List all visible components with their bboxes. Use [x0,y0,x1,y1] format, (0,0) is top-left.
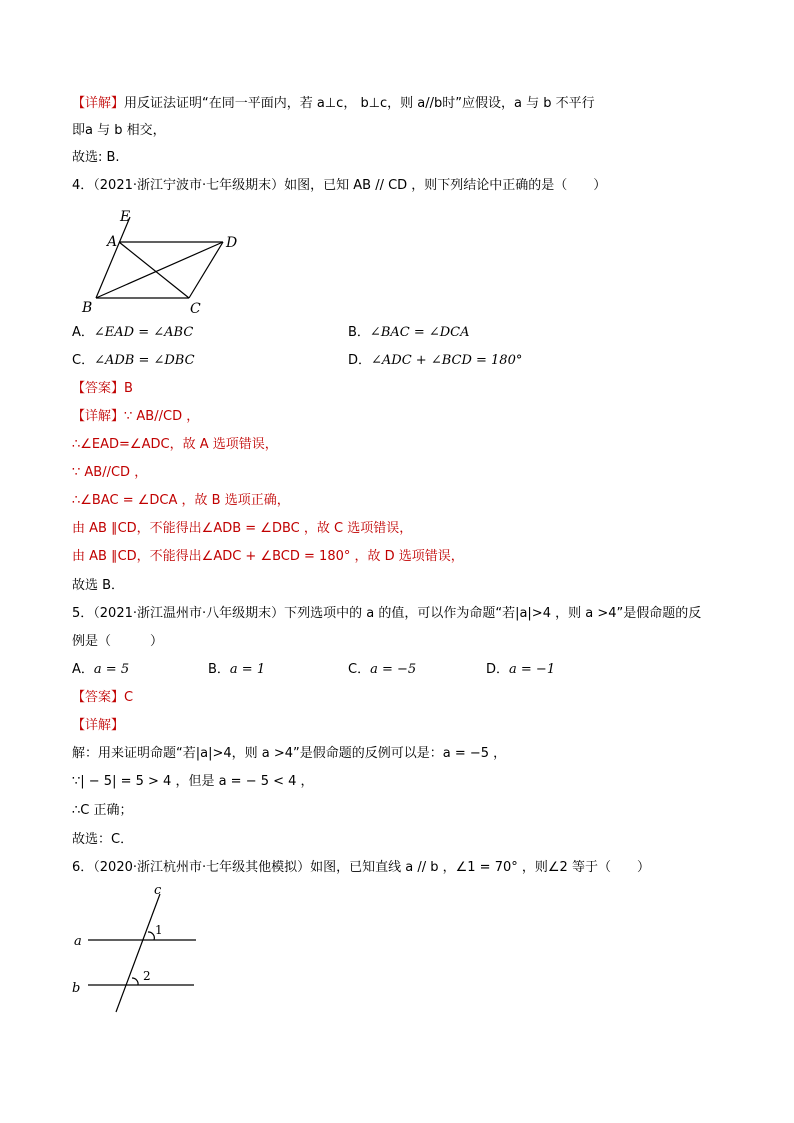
q3-choose: 故选: B. [72,150,120,165]
q4-option-b-text: ∠BAC = ∠DCA [369,325,470,340]
q4-option-b-label: B． [348,325,370,340]
q6-label-c: c [154,883,162,898]
q4-option-b [348,323,470,343]
q4-diagonal-ac [119,242,189,298]
q5-option-c-text: a = −5 [370,662,417,677]
q4-segment-cd [189,242,223,298]
q4-detail-l4: ∴∠BAC = ∠DCA ，故 B 选项正确， [72,493,290,508]
q4-option-c [72,351,195,371]
q5-option-a [72,660,129,680]
q4-label-e: E [120,209,131,225]
q4-option-d-label: D． [348,353,372,368]
q4-option-a-label: A． [72,325,94,340]
q4-label-c: C [190,301,201,317]
q6-line-c [116,894,160,1012]
q5-option-b [208,660,265,680]
q6-label-angle-1: 1 [155,923,163,937]
q5-answer-value: C [124,690,134,705]
q5-option-d-text: a = −1 [509,662,556,677]
q5-option-c-label: C． [348,662,371,677]
q5-option-b-text: a = 1 [229,662,266,677]
q4-detail-l1-text: ∵ AB//CD ， [124,409,200,424]
q5-option-d [486,660,555,680]
q4-option-a-text: ∠EAD = ∠ABC [93,325,194,340]
q4-detail-l1 [72,407,199,427]
q4-detail-l5: 由 AB ∥CD，不能得出∠ADB = ∠DBC ，故 C 选项错误， [72,521,413,536]
q5-stem-l2: 例是（ ） [72,634,164,649]
q6-label-a: a [74,934,82,949]
q4-detail-l6: 由 AB ∥CD，不能得出∠ADC + ∠BCD = 180° ，故 D 选项错误， [72,549,464,564]
q5-detail-l2: ∵| − 5| = 5 > 4 ，但是 a = − 5 < 4 ， [72,774,314,789]
q4-detail-l3: ∵ AB//CD ， [72,465,148,480]
q4-detail-tag: 【详解】 [72,409,125,424]
q6-angle-1-arc [148,932,154,940]
q6-angle-2-arc [132,978,138,985]
q4-choose: 故选 B． [72,578,125,593]
q5-option-b-label: B． [208,662,230,677]
q5-stem-l1: 5．（2021·浙江温州市·八年级期末）下列选项中的 a 的值，可以作为命题“若|a|>4 ，则 a >4”是假命题的反 [72,606,702,621]
q4-diagonal-bd [96,242,223,298]
q5-answer [72,688,133,708]
q5-option-c [348,660,416,680]
q6-label-b: b [72,981,81,996]
q3-detail-text: 用反证法证明“在同一平面内，若 a⊥c， b⊥c，则 a//b时”应假设，a 与 b 不平行 [124,96,595,111]
q4-answer-tag: 【答案】 [72,381,125,396]
q5-detail-l1: 解：用来证明命题“若|a|>4，则 a >4”是假命题的反例可以是：a = −5 ， [72,746,507,761]
q4-label-d: D [226,235,238,251]
q6-label-angle-2: 2 [143,969,151,983]
q4-option-c-text: ∠ADB = ∠DBC [94,353,195,368]
q4-option-d-text: ∠ADC + ∠BCD = 180° [371,353,523,368]
q4-label-a: A [107,234,118,250]
q4-stem: 4．（2021·浙江宁波市·七年级期末）如图，已知 AB // CD ，则下列结论中正确的是（ ） [72,178,607,193]
q4-label-b: B [82,300,93,316]
q4-detail-l2: ∴∠EAD=∠ADC，故 A 选项错误， [72,437,278,452]
q5-option-d-label: D． [486,662,510,677]
q5-detail-l3: ∴C 正确； [72,803,133,818]
q5-option-a-text: a = 5 [93,662,130,677]
q4-answer [72,379,133,399]
q4-option-d [348,351,522,371]
q5-answer-tag: 【答案】 [72,690,125,705]
q3-detail-line [72,94,595,114]
q4-option-c-label: C． [72,353,95,368]
q4-answer-value: B [124,381,133,396]
q5-detail-tag: 【详解】 [72,718,125,733]
q3-detail-tag: 【详解】 [72,96,125,111]
q6-stem: 6．（2020·浙江杭州市·七年级其他模拟）如图，已知直线 a // b ，∠1 = 70° ，则∠2 等于（ ） [72,860,650,875]
q5-choose: 故选：C． [72,832,134,847]
q3-detail-line2: 即a 与 b 相交， [72,123,166,138]
q4-option-a [72,323,193,343]
q4-parallelogram-figure [78,205,248,320]
q5-option-a-label: A． [72,662,94,677]
q6-parallel-lines-figure [68,882,208,1017]
